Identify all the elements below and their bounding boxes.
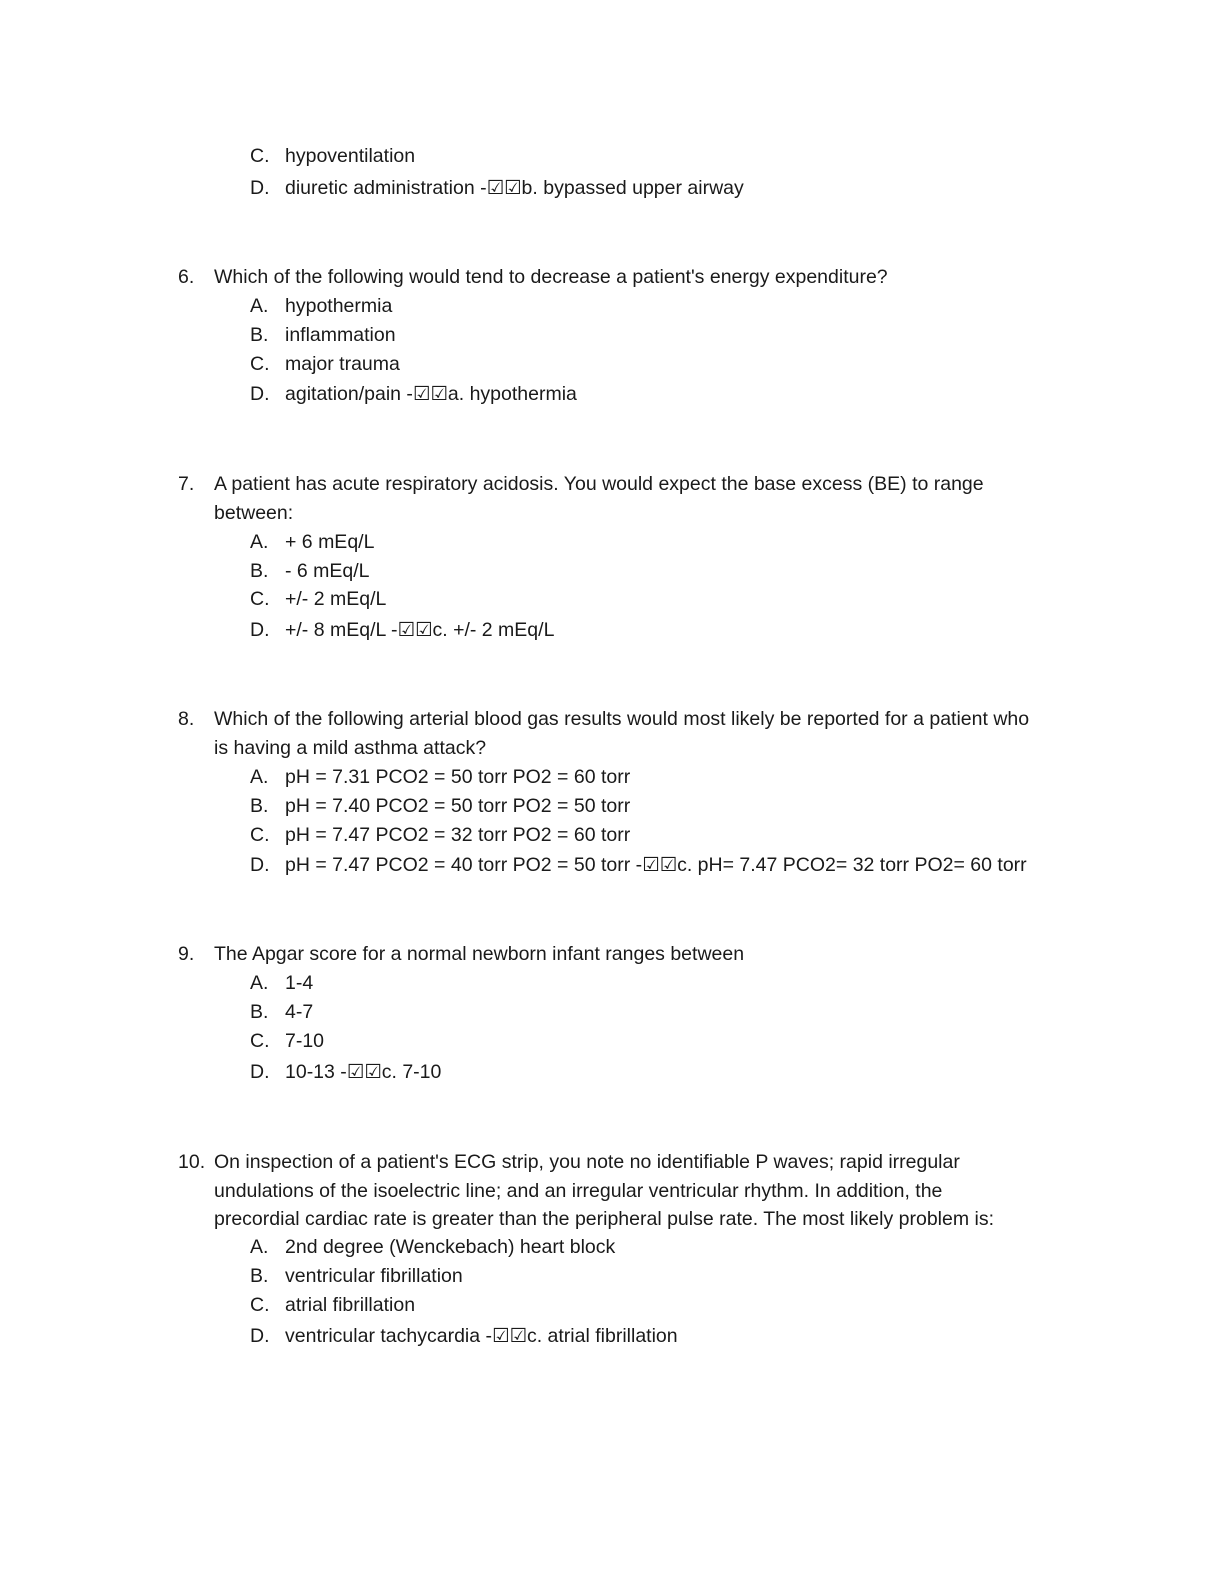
- option-letter: A.: [250, 972, 269, 994]
- option-letter: B.: [250, 324, 269, 346]
- question-text: On inspection of a patient's ECG strip, you note no identifiable P waves; rapid irregular: [214, 1151, 960, 1173]
- question-text: precordial cardiac rate is greater than the peripheral pulse rate. The most likely problem is:: [214, 1208, 995, 1230]
- option-text: pH = 7.47 PCO2 = 40 torr PO2 = 50 torr -☑☑c. pH= 7.47 PCO2= 32 torr PO2= 60 torr: [285, 854, 1027, 876]
- option-letter: A.: [250, 295, 269, 317]
- question-text: Which of the following would tend to decrease a patient's energy expenditure?: [214, 266, 888, 288]
- option-letter: C.: [250, 824, 270, 846]
- question-number: 7.: [178, 473, 195, 495]
- question-number: 10.: [178, 1151, 206, 1173]
- question-number: 9.: [178, 943, 195, 965]
- option-text: 2nd degree (Wenckebach) heart block: [285, 1236, 616, 1258]
- option-letter: D.: [250, 383, 270, 405]
- question-text: is having a mild asthma attack?: [214, 737, 487, 759]
- option-letter: A.: [250, 531, 269, 553]
- question-text: A patient has acute respiratory acidosis. You would expect the base excess (BE) to range: [214, 473, 984, 495]
- option-letter: A.: [250, 766, 269, 788]
- option-letter: C.: [250, 1294, 270, 1316]
- question-text: Which of the following arterial blood gas results would most likely be reported for a patient who: [214, 708, 1030, 730]
- option-letter: C.: [250, 588, 270, 610]
- option-text: pH = 7.47 PCO2 = 32 torr PO2 = 60 torr: [285, 824, 631, 846]
- question-text: undulations of the isoelectric line; and an irregular ventricular rhythm. In addition, the: [214, 1180, 943, 1202]
- option-letter: C.: [250, 145, 270, 167]
- option-text: atrial fibrillation: [285, 1294, 416, 1316]
- option-text: hypoventilation: [285, 145, 416, 167]
- option-letter: D.: [250, 854, 270, 876]
- option-text: ventricular tachycardia -☑☑c. atrial fibrillation: [285, 1325, 678, 1347]
- option-letter: C.: [250, 353, 270, 375]
- option-text: 7-10: [285, 1030, 325, 1052]
- option-text: 4-7: [285, 1001, 314, 1023]
- question-text: The Apgar score for a normal newborn infant ranges between: [214, 943, 745, 965]
- option-text: hypothermia: [285, 295, 393, 317]
- option-text: major trauma: [285, 353, 400, 375]
- option-letter: B.: [250, 560, 269, 582]
- option-text: +/- 8 mEq/L -☑☑c. +/- 2 mEq/L: [285, 619, 555, 641]
- option-letter: C.: [250, 1030, 270, 1052]
- question-number: 8.: [178, 708, 195, 730]
- option-letter: D.: [250, 1061, 270, 1083]
- option-text: agitation/pain -☑☑a. hypothermia: [285, 383, 577, 405]
- option-letter: B.: [250, 795, 269, 817]
- option-text: 10-13 -☑☑c. 7-10: [285, 1061, 442, 1083]
- question-number: 6.: [178, 266, 195, 288]
- option-text: 1-4: [285, 972, 314, 994]
- option-letter: D.: [250, 177, 270, 199]
- option-letter: B.: [250, 1265, 269, 1287]
- option-letter: D.: [250, 619, 270, 641]
- option-text: ventricular fibrillation: [285, 1265, 463, 1287]
- question-text: between:: [214, 502, 294, 524]
- option-letter: A.: [250, 1236, 269, 1258]
- option-text: + 6 mEq/L: [285, 531, 375, 553]
- option-text: - 6 mEq/L: [285, 560, 370, 582]
- option-text: +/- 2 mEq/L: [285, 588, 387, 610]
- option-text: diuretic administration -☑☑b. bypassed upper airway: [285, 177, 744, 199]
- option-text: pH = 7.31 PCO2 = 50 torr PO2 = 60 torr: [285, 766, 631, 788]
- option-letter: B.: [250, 1001, 269, 1023]
- option-letter: D.: [250, 1325, 270, 1347]
- option-text: inflammation: [285, 324, 396, 346]
- option-text: pH = 7.40 PCO2 = 50 torr PO2 = 50 torr: [285, 795, 631, 817]
